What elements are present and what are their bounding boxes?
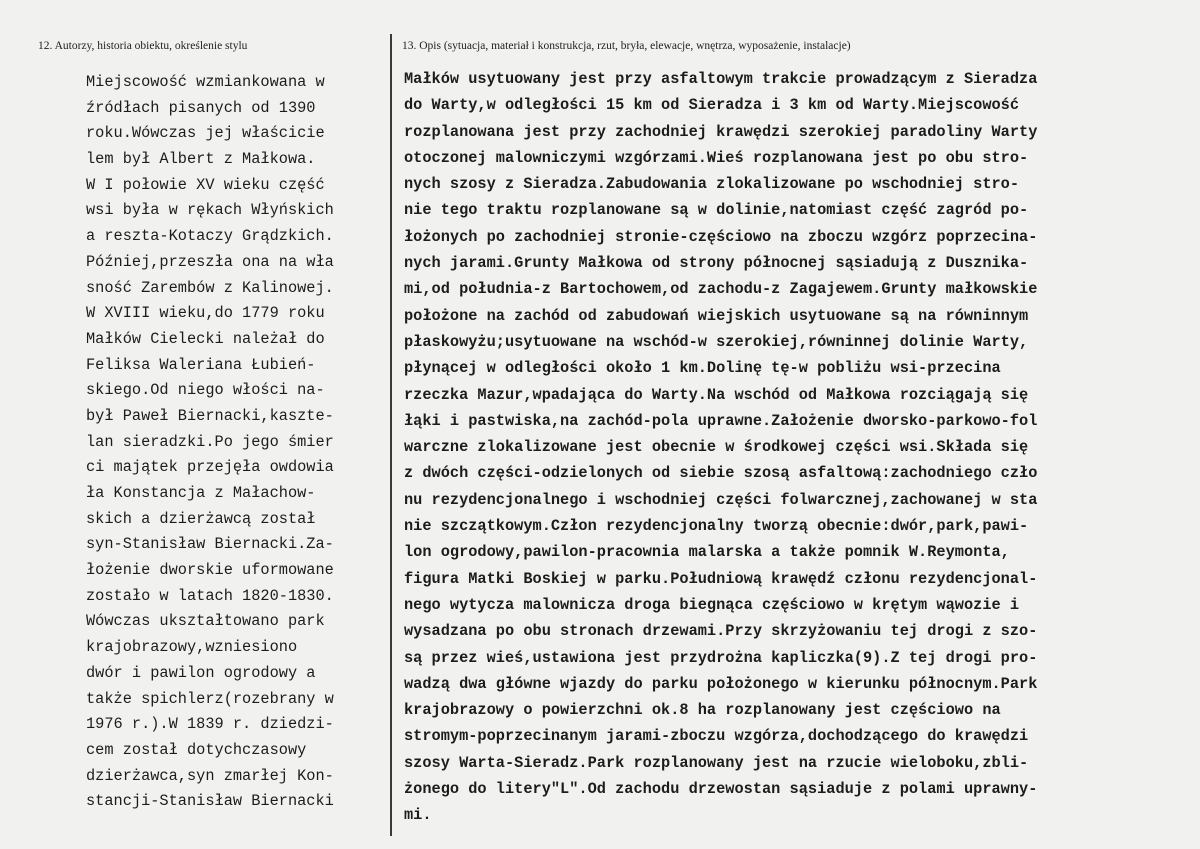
history-text-line: dwór i pawilon ogrodowy a xyxy=(86,663,316,682)
description-text-line: łąki i pastwiska,na zachód-pola uprawne.Założenie dworsko-parkowo-fol xyxy=(404,411,1038,430)
description-text-line: rzeczka Mazur,wpadająca do Warty.Na wschód od Małkowa rozciągają się xyxy=(404,385,1029,404)
description-text-line: z dwóch części-odzielonych od siebie szosą asfaltową:zachodniego czło xyxy=(404,464,1038,483)
history-text-block xyxy=(86,70,334,815)
history-text-line: skich a dzierżawcą został xyxy=(86,509,316,528)
history-text-line: Feliksa Waleriana Łubień- xyxy=(86,355,316,374)
history-text-line: krajobrazowy,wzniesiono xyxy=(86,638,298,657)
history-text-line: 1976 r.).W 1839 r. dziedzi- xyxy=(86,715,334,734)
right-column-header: 13. Opis (sytuacja, materiał i konstrukcja, rzut, bryła, elewacje, wnętrza, wyposażenie, instalacje) xyxy=(402,40,851,52)
history-text-line: Małków Cielecki należał do xyxy=(86,329,325,348)
history-text-line: zostało w latach 1820-1830. xyxy=(86,586,334,605)
description-text-block xyxy=(404,66,1037,829)
history-text-line: W XVIII wieku,do 1779 roku xyxy=(86,304,325,323)
description-text-line: płynącej w odległości około 1 km.Dolinę tę-w pobliżu wsi-przecina xyxy=(404,359,1001,378)
history-text-line: Miejscowość wzmiankowana w xyxy=(86,73,325,91)
description-text-line: płaskowyżu;usytuowane na wschód-w szerokiej,równinnej dolinie Warty, xyxy=(404,332,1029,351)
description-text-line: nie szczątkowym.Człon rezydencjonalny tworzą obecnie:dwór,park,pawi- xyxy=(404,517,1029,536)
history-text-line: lan sieradzki.Po jego śmier xyxy=(86,432,334,451)
history-text-line: Później,przeszła ona na wła xyxy=(86,252,334,271)
description-text-line: figura Matki Boskiej w parku.Południową krawędź członu rezydencjonal- xyxy=(404,569,1038,588)
description-text-line: stromym-poprzecinanym jarami-zboczu wzgórza,dochodzącego do krawędzi xyxy=(404,727,1029,746)
history-text-line: łożenie dworskie uformowane xyxy=(86,561,334,580)
description-text-line: szosy Warta-Sieradz.Park rozplanowany jest na rzucie wieloboku,zbli- xyxy=(404,753,1029,772)
history-text-line: syn-Stanisław Biernacki.Za- xyxy=(86,535,334,554)
description-text-line: nych szosy z Sieradza.Zabudowania zlokalizowane po wschodniej stro- xyxy=(404,175,1020,194)
description-text-line: położone na zachód od zabudowań wiejskich usytuowane są na równinnym xyxy=(404,306,1029,325)
history-text-line: ła Konstancja z Małachow- xyxy=(86,484,316,502)
description-text-line: rozplanowana jest przy zachodniej krawędzi szerokiej paradoliny Warty xyxy=(404,122,1038,141)
left-column-header: 12. Autorzy, historia obiektu, określenie stylu xyxy=(38,40,248,52)
description-text-line: Małków usytuowany jest przy asfaltowym trakcie prowadzącym z Sieradza xyxy=(404,70,1038,88)
history-text-line: źródłach pisanych od 1390 xyxy=(86,98,316,117)
description-text-line: łożonych po zachodniej stronie-częściowo na zboczu wzgórz poprzecina- xyxy=(404,227,1038,246)
history-text-line: roku.Wówczas jej właścicie xyxy=(86,124,325,143)
history-text-line: wsi była w rękach Włyńskich xyxy=(86,201,334,220)
description-text-line: do Warty,w odległości 15 km od Sieradza i 3 km od Warty.Miejscowość xyxy=(404,96,1020,115)
description-text-line: są przez wieś,ustawiona jest przydrożna kapliczka(9).Z tej drogi pro- xyxy=(404,648,1038,667)
history-text-line: stancji-Stanisław Biernacki xyxy=(86,792,334,811)
history-text-line: sność Zarembów z Kalinowej. xyxy=(86,278,334,297)
description-text-line: otoczonej malowniczymi wzgórzami.Wieś rozplanowana jest po obu stro- xyxy=(404,148,1029,167)
description-text-line: wadzą dwa główne wjazdy do parku położonego w kierunku północnym.Park xyxy=(404,674,1038,693)
description-text-line: krajobrazowy o powierzchni ok.8 ha rozplanowany jest częściowo na xyxy=(404,701,1001,720)
history-text-line: ci majątek przejęła owdowia xyxy=(86,458,334,477)
description-text-line: nych jarami.Grunty Małkowa od strony północnej sąsiadują z Dusznika- xyxy=(404,254,1029,273)
description-text-line: warczne zlokalizowane jest obecnie w środkowej części wsi.Składa się xyxy=(404,438,1029,457)
description-text-line: mi,od południa-z Bartochowem,od zachodu-z Zagajewem.Grunty małkowskie xyxy=(404,280,1038,299)
history-text-line: był Paweł Biernacki,kaszte- xyxy=(86,406,334,425)
description-text-line: żonego do litery"L".Od zachodu drzewostan sąsiaduje z polami uprawny- xyxy=(404,780,1038,799)
history-text-line: lem był Albert z Małkowa. xyxy=(86,150,316,169)
description-text-line: mi. xyxy=(404,806,432,825)
column-divider xyxy=(390,34,392,836)
description-text-line: nie tego traktu rozplanowane są w dolinie,natomiast część zagród po- xyxy=(404,201,1029,220)
history-text-line: skiego.Od niego włości na- xyxy=(86,381,325,400)
description-text-line: nego wytycza malownicza droga biegnąca częściowo w krętym wąwozie i xyxy=(404,595,1020,614)
history-text-line: Wówczas ukształtowano park xyxy=(86,612,325,631)
description-text-line: nu rezydencjonalnego i wschodniej części folwarcznej,zachowanej w sta xyxy=(404,490,1038,509)
history-text-line: cem został dotychczasowy xyxy=(86,740,307,759)
history-text-line: dzierżawca,syn zmarłej Kon- xyxy=(86,766,334,785)
description-text-line: lon ogrodowy,pawilon-pracownia malarska a także pomnik W.Reymonta, xyxy=(404,543,1010,562)
history-text-line: W I połowie XV wieku część xyxy=(86,175,325,194)
history-text-line: a reszta-Kotaczy Grądzkich. xyxy=(86,227,334,246)
history-text-line: także spichlerz(rozebrany w xyxy=(86,689,334,708)
description-text-line: wysadzana po obu stronach drzewami.Przy skrzyżowaniu tej drogi z szo- xyxy=(404,622,1038,641)
